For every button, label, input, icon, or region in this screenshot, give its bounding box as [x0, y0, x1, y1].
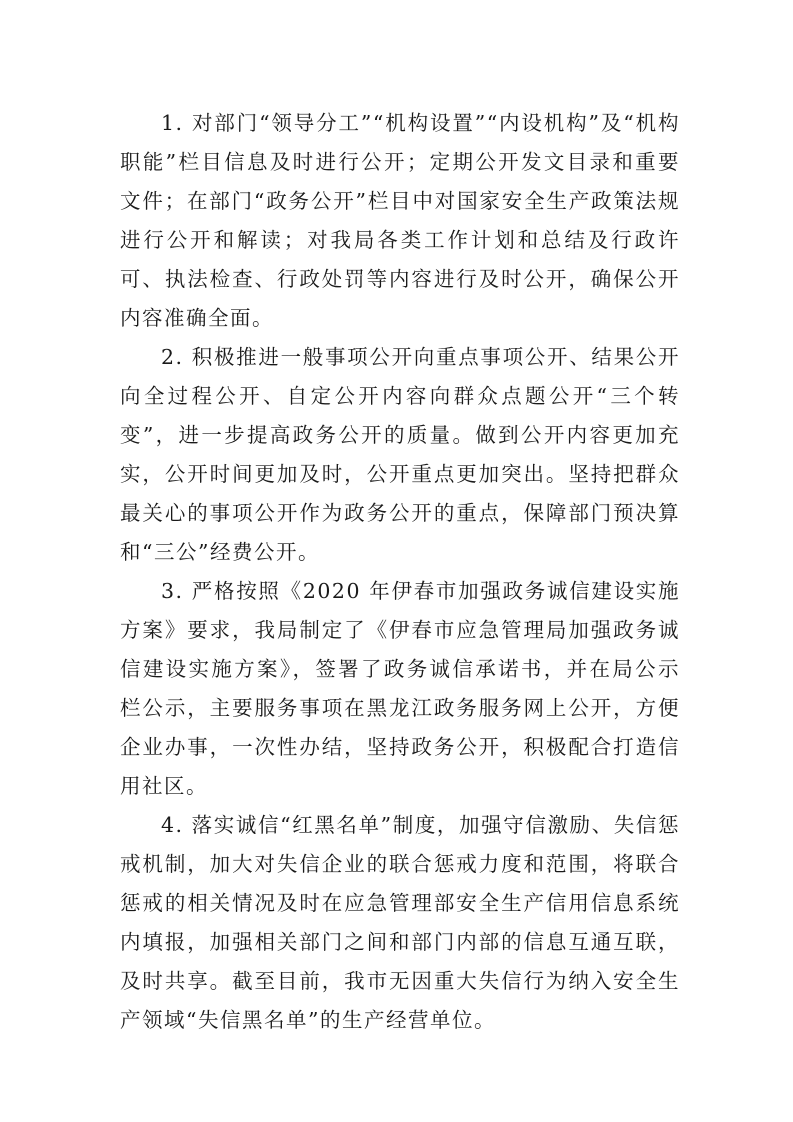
paragraph-4: 4. 落实诚信“红黑名单”制度，加强守信激励、失信惩戒机制，加大对失信企业的联合惩戒力度和范围，将联合惩戒的相关情况及时在应急管理部安全生产信用信息系统内填报，加强相关部门之间和部门内部的信息互通互联，及时共享。截至目前，我市无因重大失信行为纳入安全生产领域“失信黑名单”的生产经营单位。: [120, 813, 680, 1032]
paragraph-2: 2. 积极推进一般事项公开向重点事项公开、结果公开向全过程公开、自定公开内容向群众点题公开“三个转变”，进一步提高政务公开的质量。做到公开内容更加充实，公开时间更加及时，公开重点更加突出。坚持把群众最关心的事项公开作为政务公开的重点，保障部门预决算和“三公”经费公开。: [120, 345, 680, 564]
paragraph-1: 1. 对部门“领导分工”“机构设置”“内设机构”及“机构职能”栏目信息及时进行公开；定期公开发文目录和重要文件；在部门“政务公开”栏目中对国家安全生产政策法规进行公开和解读；对我局各类工作计划和总结及行政许可、执法检查、行政处罚等内容进行及时公开，确保公开内容准确全面。: [120, 111, 680, 330]
document-body: [120, 104, 680, 1040]
paragraph-3: 3. 严格按照《2020 年伊春市加强政务诚信建设实施方案》要求，我局制定了《伊春市应急管理局加强政务诚信建设实施方案》，签署了政务诚信承诺书，并在局公示栏公示，主要服务事项在黑龙江政务服务网上公开，方便企业办事，一次性办结，坚持政务公开，积极配合打造信用社区。: [120, 579, 680, 798]
